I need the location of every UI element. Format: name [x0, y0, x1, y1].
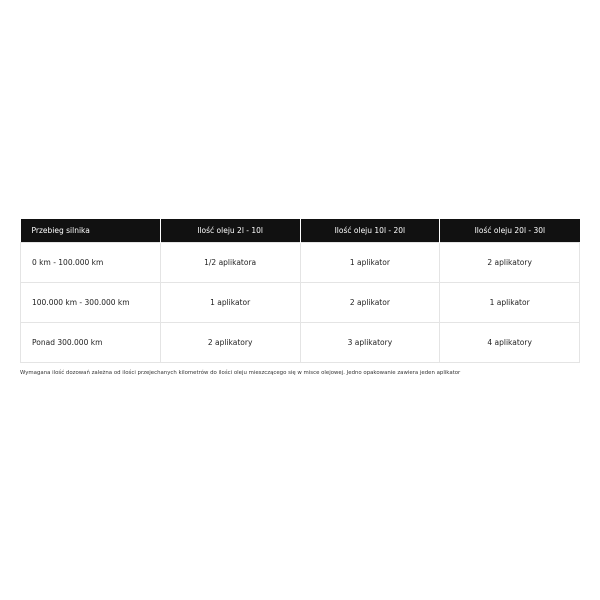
dosage-cell: 4 aplikatory [440, 323, 580, 363]
dosage-cell: 2 aplikatory [160, 323, 300, 363]
dosage-cell: 1 aplikator [440, 283, 580, 323]
dosage-cell: 2 aplikatory [440, 243, 580, 283]
dosage-table [20, 219, 580, 363]
header-oil-20-30: Ilość oleju 20l - 30l [440, 219, 580, 243]
mileage-cell: 100.000 km - 300.000 km [21, 283, 161, 323]
header-oil-10-20: Ilość oleju 10l - 20l [300, 219, 440, 243]
header-oil-2-10: Ilość oleju 2l - 10l [160, 219, 300, 243]
table-row [21, 243, 580, 283]
header-engine-mileage: Przebieg silnika [21, 219, 161, 243]
mileage-cell: 0 km - 100.000 km [21, 243, 161, 283]
dosage-cell: 2 aplikator [300, 283, 440, 323]
dosage-cell: 1 aplikator [160, 283, 300, 323]
mileage-cell: Ponad 300.000 km [21, 323, 161, 363]
table-row [21, 283, 580, 323]
table-row [21, 323, 580, 363]
dosage-cell: 1 aplikator [300, 243, 440, 283]
dosage-cell: 1/2 aplikatora [160, 243, 300, 283]
footnote-text: Wymagana ilość dozowań zależna od ilości przejechanych kilometrów do ilości oleju mieszczącego się w misce olejowej. Jedno opakowanie zawiera jeden aplikator [20, 370, 461, 376]
dosage-cell: 3 aplikatory [300, 323, 440, 363]
table-header-row [21, 219, 580, 243]
